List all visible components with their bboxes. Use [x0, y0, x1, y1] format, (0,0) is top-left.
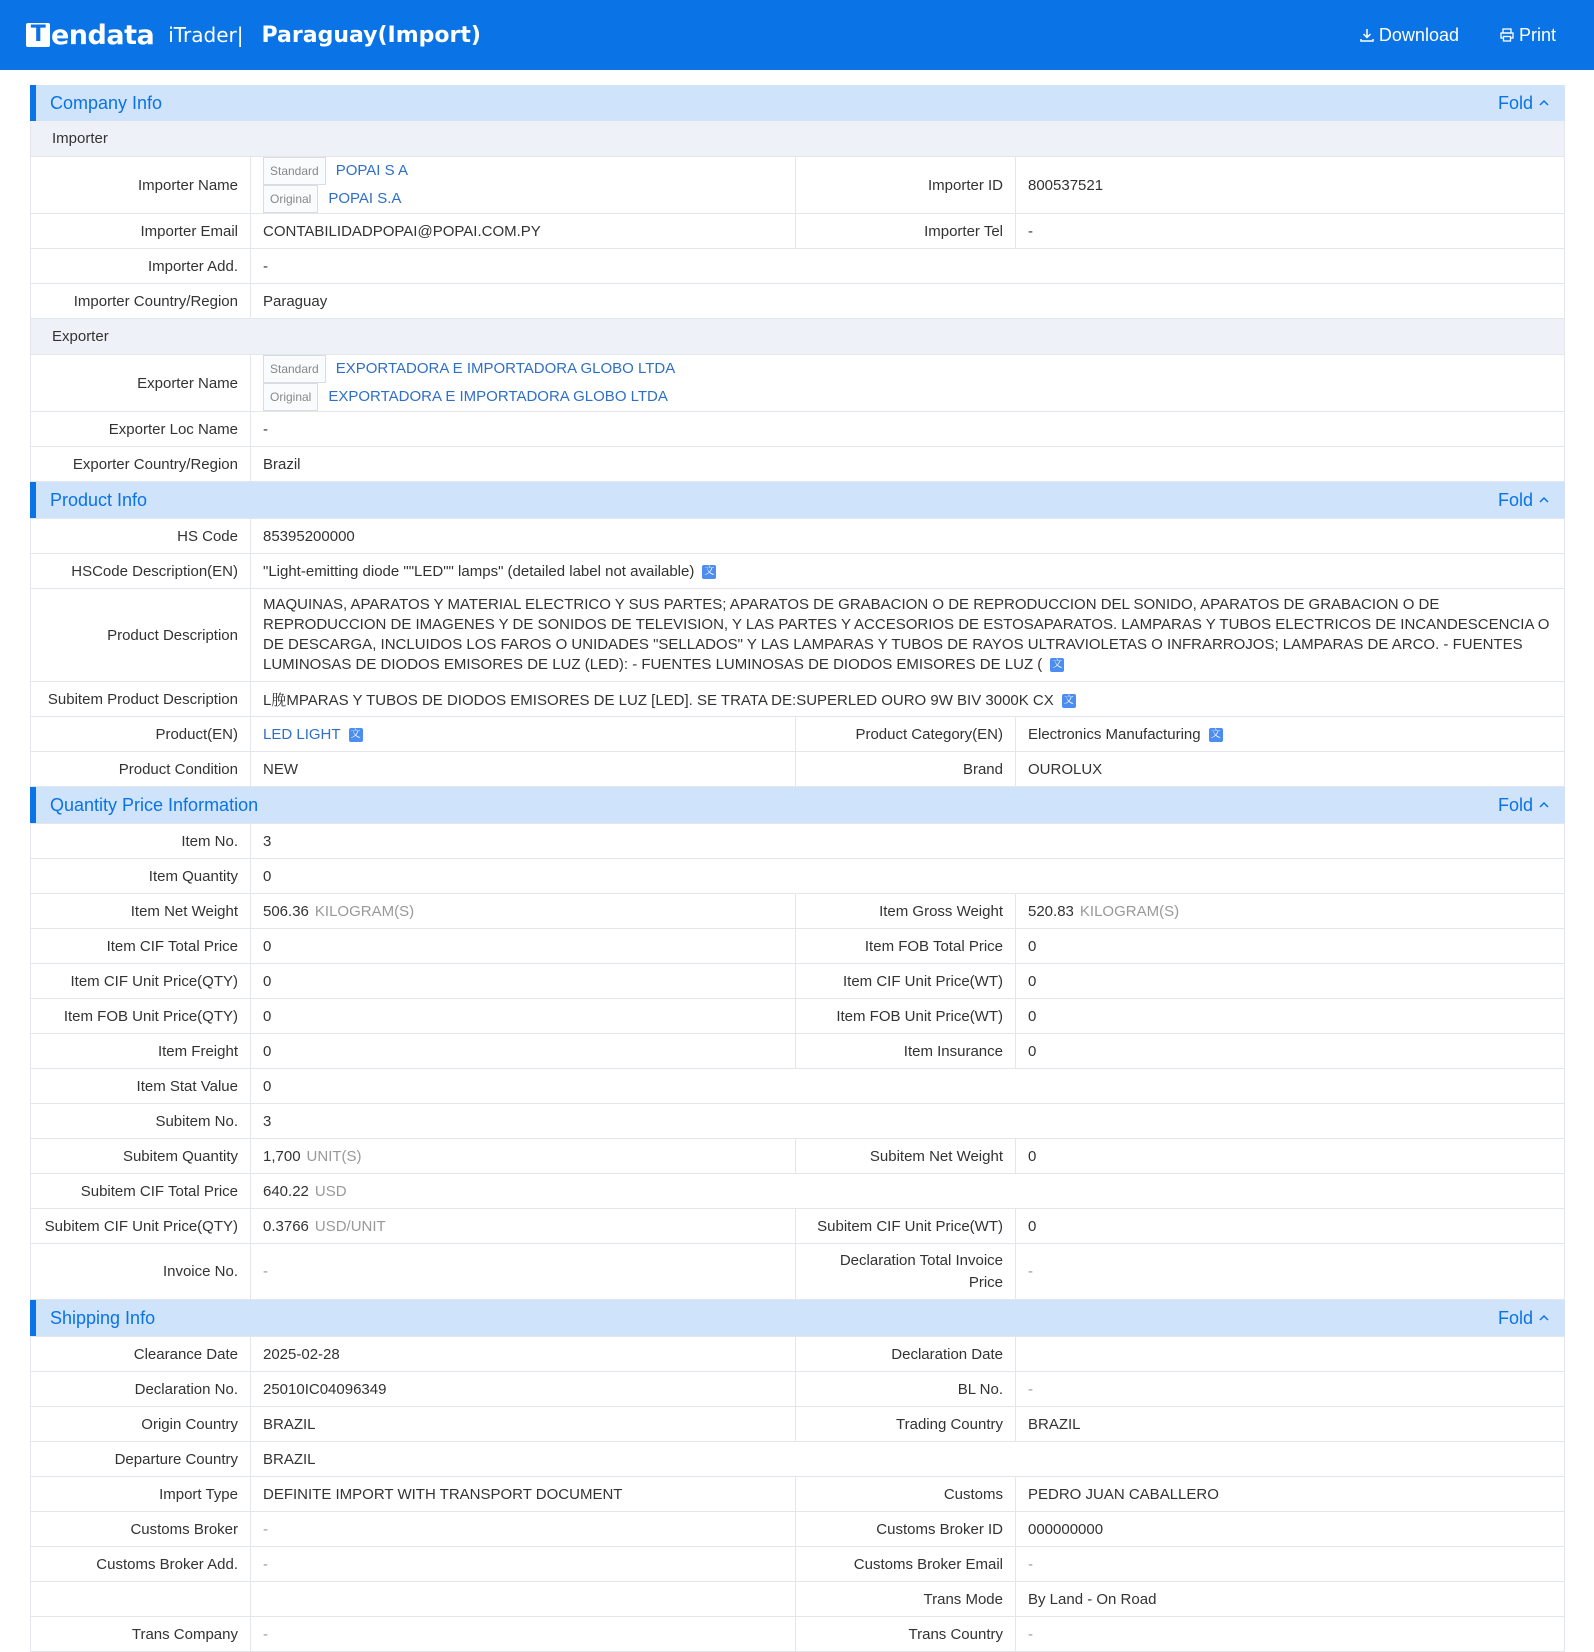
chevron-up-icon	[1537, 798, 1551, 812]
field-label: Subitem Quantity	[31, 1139, 251, 1174]
clearance-date: 2025-02-28	[251, 1337, 796, 1372]
download-button[interactable]	[1359, 25, 1459, 46]
subitem-cif-unit-qty-cell	[251, 1209, 796, 1244]
print-label: Print	[1518, 24, 1556, 45]
section-title: Quantity Price Information	[50, 794, 259, 815]
exporter-loc: -	[251, 412, 1565, 447]
field-label: Importer Name	[31, 157, 251, 214]
unit-label: KILOGRAM(S)	[1079, 902, 1180, 920]
logo-text: endata	[51, 19, 155, 51]
translate-icon[interactable]: 文	[1052, 659, 1063, 671]
field-label: Importer Add.	[31, 249, 251, 284]
field-label: Product Category(EN)	[796, 717, 1016, 752]
chevron-up-icon	[1537, 1311, 1551, 1325]
departure-country: BRAZIL	[251, 1442, 1565, 1477]
invoice-no: -	[251, 1244, 796, 1300]
importer-id: 800537521	[1016, 157, 1565, 214]
company-info-header	[30, 85, 1565, 121]
field-label: Subitem Product Description	[31, 682, 251, 717]
download-label: Download	[1378, 24, 1459, 45]
field-label: Subitem No.	[31, 1104, 251, 1139]
importer-table	[30, 156, 1565, 319]
product-en-cell	[251, 717, 796, 752]
field-label: Departure Country	[31, 1442, 251, 1477]
field-label: Item CIF Unit Price(QTY)	[31, 964, 251, 999]
fold-toggle[interactable]	[1498, 795, 1551, 816]
declaration-date	[1016, 1337, 1565, 1372]
shipping-table	[30, 1336, 1565, 1652]
importer-name-cell	[251, 157, 796, 214]
importer-email: CONTABILIDADPOPAI@POPAI.COM.PY	[251, 214, 796, 249]
section-title: Shipping Info	[50, 1307, 156, 1328]
field-label: Importer Tel	[796, 214, 1016, 249]
field-label: Item FOB Total Price	[796, 929, 1016, 964]
customs: PEDRO JUAN CABALLERO	[1016, 1477, 1565, 1512]
field-label: Product Condition	[31, 752, 251, 787]
download-icon	[1359, 27, 1375, 43]
field-label: Customs Broker Add.	[31, 1547, 251, 1582]
field-label: Item CIF Unit Price(WT)	[796, 964, 1016, 999]
field-label: Origin Country	[31, 1407, 251, 1442]
field-label: Item Gross Weight	[796, 894, 1016, 929]
field-label: Exporter Loc Name	[31, 412, 251, 447]
field-label: Subitem CIF Unit Price(QTY)	[31, 1209, 251, 1244]
fold-label: Fold	[1497, 794, 1533, 815]
importer-name-original-link[interactable]: POPAI S.A	[328, 190, 402, 207]
declaration-no: 25010IC04096349	[251, 1372, 796, 1407]
trans-country: -	[1016, 1617, 1565, 1652]
field-label: Customs Broker Email	[796, 1547, 1016, 1582]
section-title: Company Info	[50, 92, 163, 113]
field-label: Invoice No.	[31, 1244, 251, 1300]
customs-broker: -	[251, 1512, 796, 1547]
quantity-price-header	[30, 787, 1565, 823]
subitem-description-cell	[251, 682, 1565, 717]
unit-label: USD	[314, 1182, 347, 1200]
hs-code: 85395200000	[251, 519, 1565, 554]
trading-country: BRAZIL	[1016, 1407, 1565, 1442]
subitem-description: L脕MPARAS Y TUBOS DE DIODOS EMISORES DE LUZ [LED]. SE TRATA DE:SUPERLED OURO 9W BIV 3000K CX	[263, 691, 1054, 709]
product-category-cell	[1016, 717, 1565, 752]
field-label: Item FOB Unit Price(QTY)	[31, 999, 251, 1034]
subitem-cif-unit-qty: 0.3766	[263, 1217, 309, 1235]
importer-name-standard-link[interactable]: POPAI S A	[335, 162, 408, 179]
field-label: HSCode Description(EN)	[31, 554, 251, 589]
item-fob-unit-wt: 0	[1016, 999, 1565, 1034]
item-cif-total: 0	[251, 929, 796, 964]
exporter-table	[30, 354, 1565, 482]
field-label: Trans Country	[796, 1617, 1016, 1652]
translate-icon[interactable]: 文	[1210, 728, 1221, 740]
field-label: Trans Company	[31, 1617, 251, 1652]
trans-company: -	[251, 1617, 796, 1652]
trans-mode: By Land - On Road	[1016, 1582, 1565, 1617]
hscode-description-cell	[251, 554, 1565, 589]
section-title: Product Info	[50, 489, 148, 510]
print-button[interactable]	[1499, 25, 1556, 46]
field-label: Exporter Country/Region	[31, 447, 251, 482]
standard-tag: Standard	[263, 157, 326, 185]
import-type: DEFINITE IMPORT WITH TRANSPORT DOCUMENT	[251, 1477, 796, 1512]
product-description-cell	[251, 589, 1565, 682]
field-label: Importer ID	[796, 157, 1016, 214]
item-quantity: 0	[251, 859, 1565, 894]
page-title: Paraguay(Import)	[261, 22, 481, 48]
product-en-link[interactable]: LED LIGHT	[263, 725, 341, 743]
item-net-weight-cell	[251, 894, 796, 929]
field-label: Trading Country	[796, 1407, 1016, 1442]
importer-subheader: Importer	[30, 121, 1565, 156]
shipping-info-header	[30, 1300, 1565, 1336]
fold-label: Fold	[1497, 1307, 1533, 1328]
item-gross-weight: 520.83	[1028, 902, 1074, 920]
unit-label: KILOGRAM(S)	[314, 902, 415, 920]
subitem-quantity: 1,700	[263, 1147, 301, 1165]
item-fob-total: 0	[1016, 929, 1565, 964]
subitem-quantity-cell	[251, 1139, 796, 1174]
top-bar	[0, 0, 1594, 70]
standard-tag: Standard	[263, 355, 326, 383]
original-tag: Original	[263, 185, 318, 213]
field-label: HS Code	[31, 519, 251, 554]
exporter-country: Brazil	[251, 447, 1565, 482]
importer-country: Paraguay	[251, 284, 1565, 319]
product-name: iTrader|	[168, 23, 244, 47]
field-label: Brand	[796, 752, 1016, 787]
exporter-name-original-link[interactable]: EXPORTADORA E IMPORTADORA GLOBO LTDA	[328, 388, 668, 405]
field-label: Subitem CIF Total Price	[31, 1174, 251, 1209]
declaration-total-invoice-price: -	[1016, 1244, 1565, 1300]
brand: OUROLUX	[1016, 752, 1565, 787]
subitem-net-weight: 0	[1016, 1139, 1565, 1174]
subitem-cif-total: 640.22	[263, 1182, 309, 1200]
customs-broker-add: -	[251, 1547, 796, 1582]
field-label: Importer Email	[31, 214, 251, 249]
field-label: Customs	[796, 1477, 1016, 1512]
chevron-up-icon	[1537, 96, 1551, 110]
empty-value	[251, 1582, 796, 1617]
field-label: Item Insurance	[796, 1034, 1016, 1069]
tendata-logo[interactable]	[26, 20, 154, 51]
item-net-weight: 506.36	[263, 902, 309, 920]
hscode-description: "Light-emitting diode ""LED"" lamps" (detailed label not available)	[263, 562, 695, 580]
exporter-name-cell	[251, 355, 1565, 412]
field-label: Item Freight	[31, 1034, 251, 1069]
field-label: Exporter Name	[31, 355, 251, 412]
origin-country: BRAZIL	[251, 1407, 796, 1442]
field-label: Subitem CIF Unit Price(WT)	[796, 1209, 1016, 1244]
field-label: Customs Broker ID	[796, 1512, 1016, 1547]
product-description: MAQUINAS, APARATOS Y MATERIAL ELECTRICO Y SUS PARTES; APARATOS DE GRABACION O DE REPRODUCCION DEL SONIDO, APARATOS DE GRABACION O DE REPRODUCCION DE IMAGENES Y DE SONIDOS DE TELEVISION, Y LAS PARTES Y ACCESORIOS DE ESTOSAPARATOS. LAMPARAS Y TUBOS ELECTRICOS DE INCANDESCENCIA O DE DESCARGA, INCLUIDOS LOS FAROS O UNIDADES "SELLADOS" Y LAS LAMPARAS Y TUBOS DE RAYOS ULTRAVIOLETAS O INFRARROJOS; LAMPARAS DE ARCO. - FUENTES LUMINOSAS DE DIODOS EMISORES DE LUZ (LED): - FUENTES LUMINOSAS DE DIODOS EMISORES DE LUZ (	[263, 596, 1550, 673]
product-table	[30, 518, 1565, 787]
subitem-cif-total-cell	[251, 1174, 1565, 1209]
item-gross-weight-cell	[1016, 894, 1565, 929]
field-label: Import Type	[31, 1477, 251, 1512]
quantity-table	[30, 823, 1565, 1300]
field-label: Declaration No.	[31, 1372, 251, 1407]
item-freight: 0	[251, 1034, 796, 1069]
customs-broker-id: 000000000	[1016, 1512, 1565, 1547]
item-cif-unit-qty: 0	[251, 964, 796, 999]
field-label: Product(EN)	[31, 717, 251, 752]
customs-broker-email: -	[1016, 1547, 1565, 1582]
translate-icon[interactable]: 文	[704, 565, 715, 577]
chevron-up-icon	[1537, 493, 1551, 507]
field-label: Trans Mode	[796, 1582, 1016, 1617]
product-category: Electronics Manufacturing	[1028, 725, 1201, 743]
importer-tel: -	[1016, 214, 1565, 249]
fold-toggle[interactable]	[1498, 490, 1551, 511]
item-fob-unit-qty: 0	[251, 999, 796, 1034]
item-no: 3	[251, 824, 1565, 859]
original-tag: Original	[263, 383, 318, 411]
field-label: Product Description	[31, 589, 251, 682]
subitem-no: 3	[251, 1104, 1565, 1139]
unit-label: USD/UNIT	[314, 1217, 386, 1235]
field-label: Item Quantity	[31, 859, 251, 894]
logo-letter: T	[26, 23, 50, 47]
field-label: Subitem Net Weight	[796, 1139, 1016, 1174]
empty-label	[31, 1582, 251, 1617]
translate-icon[interactable]: 文	[1063, 694, 1074, 706]
field-label: Declaration Total Invoice Price	[796, 1244, 1016, 1300]
unit-label: UNIT(S)	[306, 1147, 362, 1165]
fold-label: Fold	[1497, 92, 1533, 113]
field-label: Item Net Weight	[31, 894, 251, 929]
field-label: Declaration Date	[796, 1337, 1016, 1372]
field-label: Importer Country/Region	[31, 284, 251, 319]
field-label: BL No.	[796, 1372, 1016, 1407]
product-condition: NEW	[251, 752, 796, 787]
item-cif-unit-wt: 0	[1016, 964, 1565, 999]
exporter-name-standard-link[interactable]: EXPORTADORA E IMPORTADORA GLOBO LTDA	[335, 360, 676, 377]
product-info-header	[30, 482, 1565, 518]
fold-toggle[interactable]	[1498, 1308, 1551, 1329]
printer-icon	[1499, 27, 1515, 43]
translate-icon[interactable]: 文	[350, 728, 361, 740]
field-label: Item FOB Unit Price(WT)	[796, 999, 1016, 1034]
item-insurance: 0	[1016, 1034, 1565, 1069]
exporter-subheader: Exporter	[30, 319, 1565, 354]
bl-no: -	[1016, 1372, 1565, 1407]
fold-label: Fold	[1497, 489, 1533, 510]
importer-add: -	[251, 249, 1565, 284]
item-stat-value: 0	[251, 1069, 1565, 1104]
subitem-cif-unit-wt: 0	[1016, 1209, 1565, 1244]
fold-toggle[interactable]	[1498, 93, 1551, 114]
field-label: Item CIF Total Price	[31, 929, 251, 964]
field-label: Item Stat Value	[31, 1069, 251, 1104]
field-label: Clearance Date	[31, 1337, 251, 1372]
field-label: Item No.	[31, 824, 251, 859]
field-label: Customs Broker	[31, 1512, 251, 1547]
